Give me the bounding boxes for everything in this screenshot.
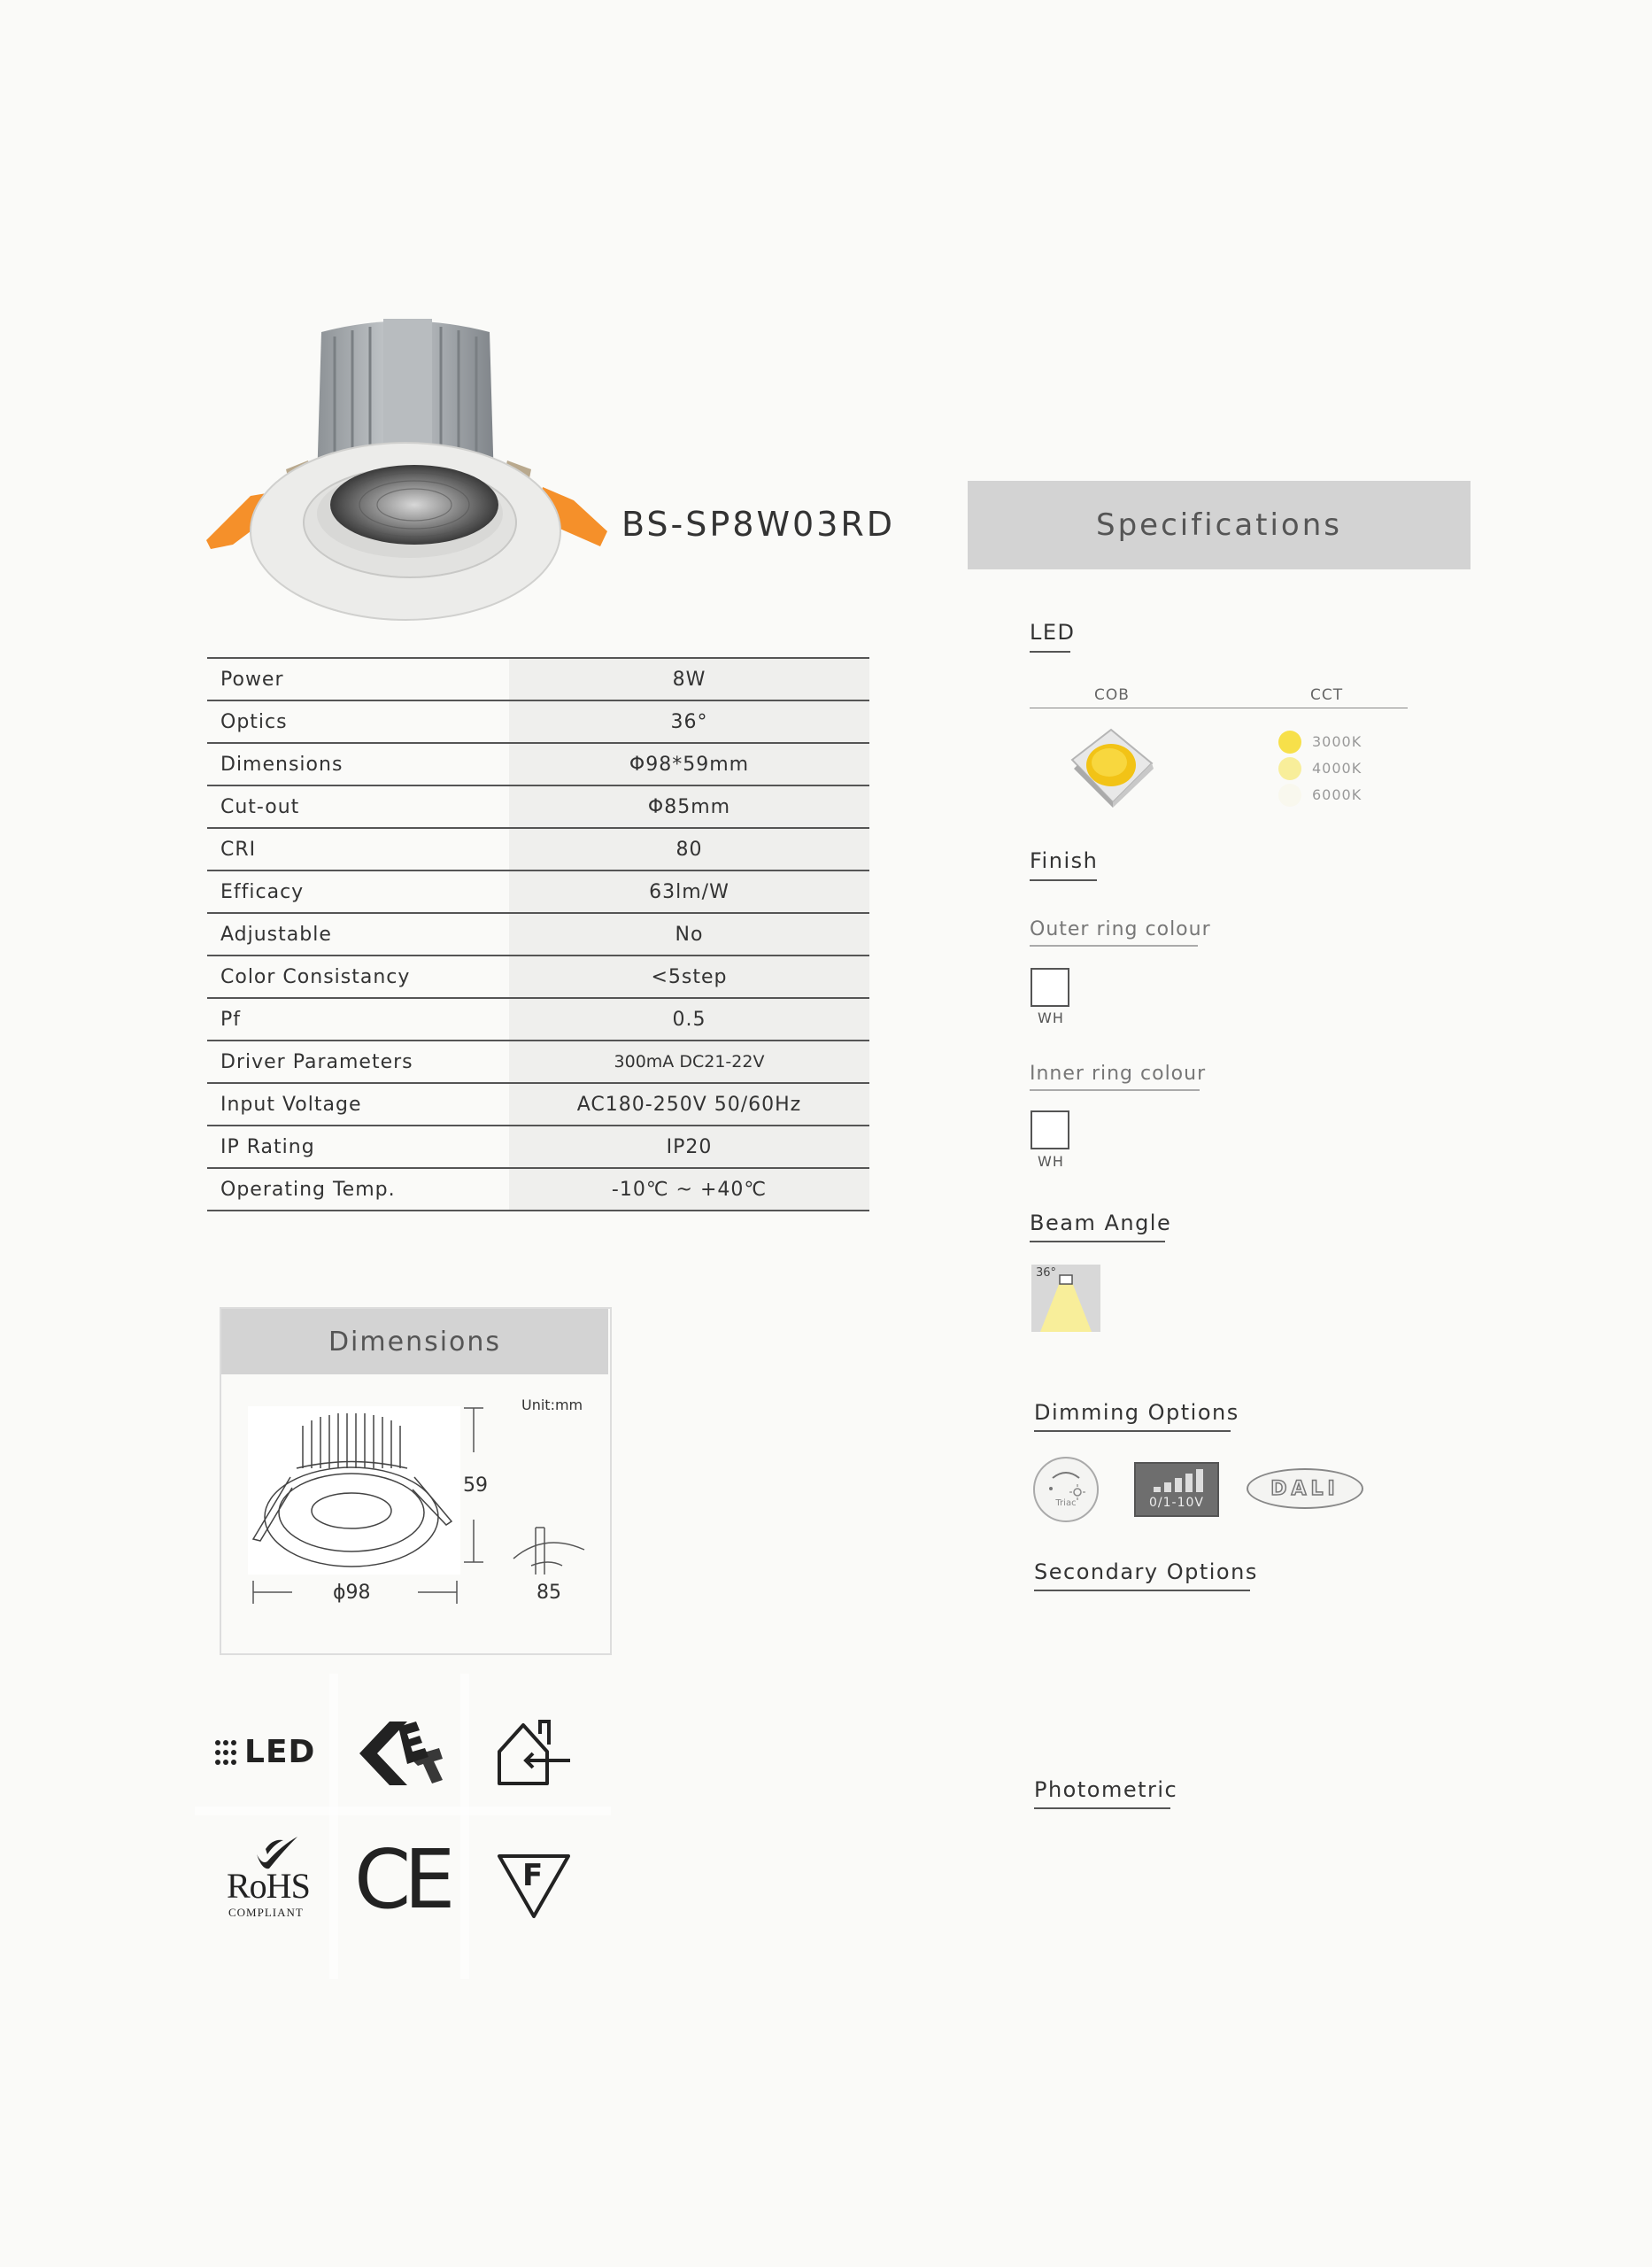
- rohs-compliant-text: COMPLIANT: [228, 1906, 304, 1919]
- spec-value: Φ98*59mm: [509, 743, 869, 785]
- dali-label: DALI: [1270, 1477, 1339, 1500]
- spec-label: Color Consistancy: [207, 956, 509, 998]
- beam-angle-value: 36°: [1036, 1266, 1057, 1280]
- cct-3000k-swatch: [1278, 731, 1301, 754]
- spec-value: No: [509, 913, 869, 956]
- spec-label: Dimensions: [207, 743, 509, 785]
- rohs-text: RoHS: [227, 1866, 310, 1906]
- cert-grid-divider: [460, 1674, 469, 1979]
- outer-ring-underline: [1030, 945, 1198, 947]
- spec-table: [207, 657, 869, 1211]
- cct-6000k-swatch: [1278, 784, 1301, 807]
- dimming-section-title: Dimming Options: [1034, 1400, 1239, 1425]
- outer-ring-title: Outer ring colour: [1030, 918, 1211, 940]
- beam-angle-underline: [1030, 1241, 1165, 1242]
- ce-icon: CE: [354, 1832, 449, 1927]
- table-row: [207, 743, 869, 785]
- spec-label: Optics: [207, 700, 509, 743]
- table-row: [207, 1041, 869, 1083]
- spec-value: 8W: [509, 658, 869, 700]
- beam-angle-section-title: Beam Angle: [1030, 1211, 1172, 1235]
- secondary-options-underline: [1034, 1590, 1250, 1591]
- spec-value: <5step: [509, 956, 869, 998]
- finish-section-title: Finish: [1030, 848, 1099, 873]
- spec-label: Operating Temp.: [207, 1168, 509, 1211]
- cct-column-label: CCT: [1310, 686, 1344, 704]
- spec-value: 300mA DC21-22V: [509, 1041, 869, 1083]
- cutout-icon: [509, 1523, 589, 1576]
- spec-value: 63lm/W: [509, 870, 869, 913]
- spec-value: Φ85mm: [509, 785, 869, 828]
- outer-ring-option-label: WH: [1038, 1010, 1064, 1026]
- table-row: [207, 658, 869, 700]
- cct-4000k-label: 4000K: [1312, 760, 1363, 777]
- dali-dimming-icon: [1247, 1468, 1363, 1509]
- analog-label: 0/1-10V: [1149, 1496, 1204, 1510]
- inner-ring-title: Inner ring colour: [1030, 1063, 1207, 1085]
- spec-value: -10℃ ~ +40℃: [509, 1168, 869, 1211]
- table-row: [207, 998, 869, 1041]
- unit-label: Unit:mm: [521, 1397, 583, 1413]
- table-row: [207, 956, 869, 998]
- inner-ring-option-label: WH: [1038, 1153, 1064, 1170]
- spec-value: IP20: [509, 1126, 869, 1168]
- diameter-value: ϕ98: [333, 1582, 371, 1604]
- spec-label: Cut-out: [207, 785, 509, 828]
- rohs-icon: [221, 1835, 319, 1919]
- photometric-title: Photometric: [1034, 1777, 1178, 1802]
- table-row: [207, 785, 869, 828]
- cutout-value: 85: [537, 1582, 561, 1604]
- cct-4000k-swatch: [1278, 757, 1301, 780]
- spec-value: 36°: [509, 700, 869, 743]
- spec-label: Input Voltage: [207, 1083, 509, 1126]
- spec-label: CRI: [207, 828, 509, 870]
- specifications-header: Specifications: [968, 481, 1471, 569]
- photometric-underline: [1034, 1807, 1170, 1809]
- spec-label: Efficacy: [207, 870, 509, 913]
- triac-label: Triac: [1055, 1498, 1077, 1508]
- led-title-underline: [1030, 651, 1070, 653]
- triac-dimming-icon: [1033, 1457, 1099, 1522]
- analog-0-10v-dimming-icon: [1134, 1462, 1219, 1517]
- finish-title-underline: [1030, 879, 1097, 881]
- dimensions-header: Dimensions: [221, 1309, 608, 1374]
- table-row: [207, 1083, 869, 1126]
- model-number: BS-SP8W03RD: [621, 505, 896, 544]
- f-mark-text: F: [522, 1858, 544, 1893]
- cct-3000k-label: 3000K: [1312, 733, 1363, 750]
- table-row: [207, 1126, 869, 1168]
- dimension-drawing: [248, 1406, 460, 1575]
- spec-label: Adjustable: [207, 913, 509, 956]
- led-logo-icon: [214, 1734, 329, 1773]
- cct-6000k-label: 6000K: [1312, 786, 1363, 803]
- f-mark-icon: [496, 1851, 572, 1922]
- indoor-use-icon: [494, 1718, 574, 1787]
- spec-value: 0.5: [509, 998, 869, 1041]
- outer-ring-white-swatch: [1031, 968, 1069, 1007]
- dimming-underline: [1034, 1430, 1231, 1432]
- height-value: 59: [463, 1474, 488, 1497]
- cert-grid-divider: [195, 1807, 611, 1815]
- table-row: [207, 700, 869, 743]
- secondary-options-title: Secondary Options: [1034, 1559, 1258, 1584]
- table-row: [207, 1168, 869, 1211]
- beam-angle-icon: [1031, 1265, 1100, 1332]
- cob-column-label: COB: [1094, 686, 1130, 704]
- table-row: [207, 913, 869, 956]
- spec-label: Power: [207, 658, 509, 700]
- inner-ring-white-swatch: [1031, 1110, 1069, 1149]
- enec-icon: [354, 1718, 447, 1787]
- product-image: [202, 314, 618, 624]
- table-row: [207, 870, 869, 913]
- spec-label: IP Rating: [207, 1126, 509, 1168]
- spec-value: 80: [509, 828, 869, 870]
- table-row: [207, 828, 869, 870]
- led-logo-text: LED: [244, 1734, 316, 1770]
- spec-label: Pf: [207, 998, 509, 1041]
- inner-ring-underline: [1030, 1089, 1200, 1091]
- spec-label: Driver Parameters: [207, 1041, 509, 1083]
- led-section-title: LED: [1030, 620, 1076, 645]
- cob-chip-icon: [1065, 724, 1157, 809]
- cert-grid-divider: [329, 1674, 338, 1979]
- spec-value: AC180-250V 50/60Hz: [509, 1083, 869, 1126]
